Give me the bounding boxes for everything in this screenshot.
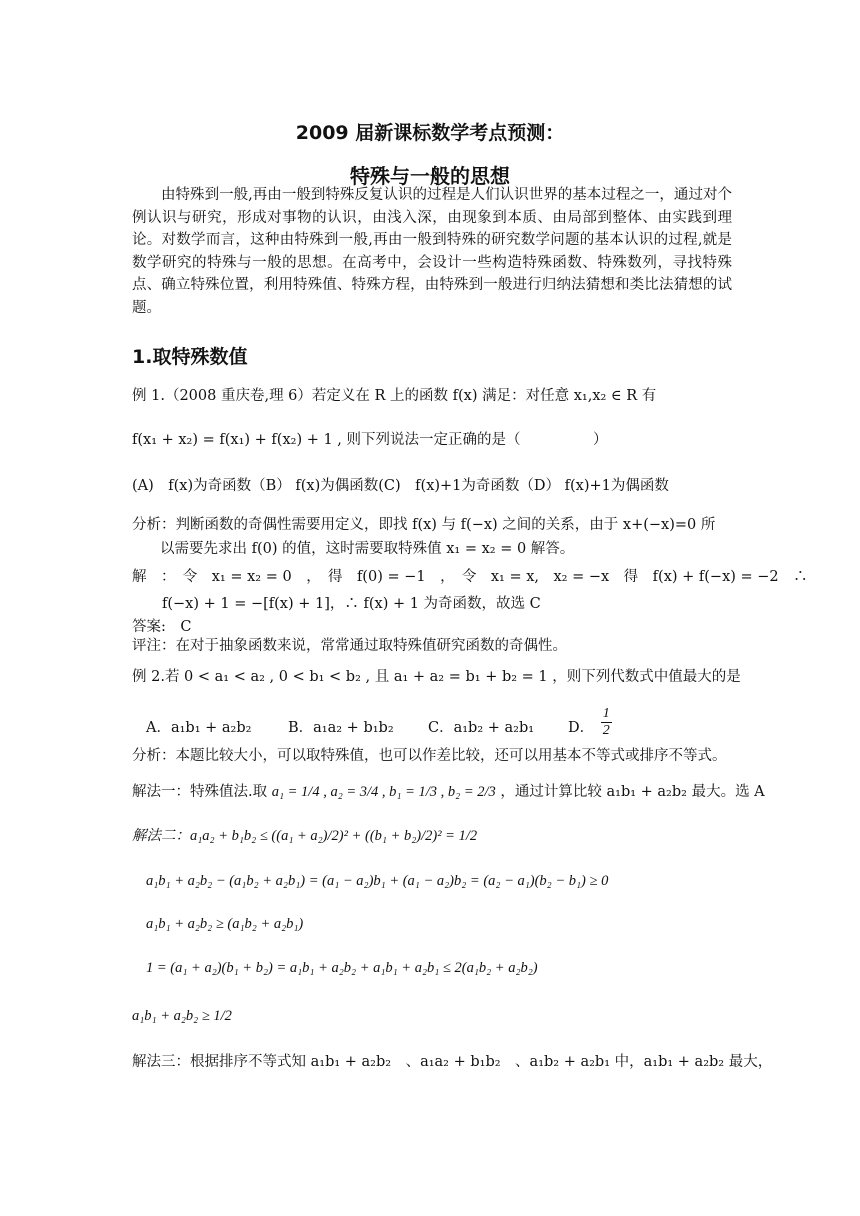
example-1-condition: f(x₁ + x₂) = f(x₁) + f(x₂) + 1 , 则下列说法一定正确的是（ ） bbox=[132, 432, 608, 448]
example-1-solution: 解 ： 令 x₁ = x₂ = 0 ， 得 f(0) = −1 ， 令 x₁ = x, x₂ = −x 得 f(x) + f(−x) = −2 ∴ bbox=[132, 569, 808, 585]
example-2-analysis: 分析：本题比较大小，可以取特殊值，也可以作差比较，还可以用基本不等式或排序不等式。 bbox=[132, 748, 727, 764]
example-2-option-c: C．a₁b₂ + a₂b₁ bbox=[428, 720, 535, 736]
method-1-line bbox=[132, 782, 765, 802]
method-1-values: a₁ = 1/4 , a₂ = 3/4 , b₁ = 1/3 , b₂ = 2/3 bbox=[271, 784, 496, 800]
example-1-answer: 答案: C bbox=[132, 619, 192, 635]
fraction-denominator: 2 bbox=[602, 722, 610, 738]
document-subtitle: 特殊与一般的思想 bbox=[350, 164, 510, 188]
method-2-line-3: a₁b₁ + a₂b₂ ≥ (a₁b₂ + a₂b₁) bbox=[146, 916, 304, 932]
example-1-analysis-cont: 以需要先求出 f(0) 的值，这时需要取特殊值 x₁ = x₂ = 0 解答。 bbox=[160, 541, 575, 557]
example-1-comment: 评注：在对于抽象函数来说，常常通过取特殊值研究函数的奇偶性。 bbox=[132, 638, 567, 654]
example-2-option-a: A．a₁b₁ + a₂b₂ bbox=[146, 720, 252, 736]
method-2-line-4: 1 = (a₁ + a₂)(b₁ + b₂) = a₁b₁ + a₂b₂ + a₁b₁ + a₂b₁ ≤ 2(a₁b₂ + a₂b₂) bbox=[146, 960, 538, 976]
example-1-analysis: 分析：判断函数的奇偶性需要用定义，即找 f(x) 与 f(−x) 之间的关系，由于 x+(−x)=0 所 bbox=[132, 517, 716, 533]
example-2-option-b: B．a₁a₂ + b₁b₂ bbox=[288, 720, 394, 736]
method-1-conclusion: ，通过计算比较 a₁b₁ + a₂b₂ 最大。选 A bbox=[500, 784, 765, 800]
document-title: 2009 届新课标数学考点预测： bbox=[295, 122, 565, 144]
example-2-heading: 例 2.若 0 < a₁ < a₂ , 0 < b₁ < b₂ , 且 a₁ + a₂ = b₁ + b₂ = 1 ，则下列代数式中值最大的是 bbox=[132, 669, 741, 685]
method-2-line-5: a₁b₁ + a₂b₂ ≥ 1/2 bbox=[132, 1008, 232, 1024]
option-d-label: D． bbox=[568, 720, 595, 736]
example-2-option-d bbox=[568, 705, 614, 739]
section-heading: 1.取特殊数值 bbox=[132, 346, 248, 368]
method-3-line: 解法三：根据排序不等式知 a₁b₁ + a₂b₂ 、a₁a₂ + b₁b₂ 、a₁b₂ + a₂b₁ 中，a₁b₁ + a₂b₂ 最大， bbox=[132, 1054, 773, 1070]
example-1-options: (A) f(x)为奇函数（B） f(x)为偶函数(C) f(x)+1为奇函数（D） f(x)+1为偶函数 bbox=[132, 478, 669, 494]
method-1-prefix: 解法一：特殊值法.取 bbox=[132, 784, 268, 800]
intro-paragraph: 由特殊到一般,再由一般到特殊反复认识的过程是人们认识世界的基本过程之一，通过对个例认识与研究，形成对事物的认识，由浅入深，由现象到本质、由局部到整体、由实践到理论。对数学而言，这种由特殊到一般,再由一般到特殊的研究数学问题的基本认识的过程,就是数学研究的特殊与一般的思想。在高考中，会设计一些构造特殊函数、特殊数列，寻找特殊点、确立特殊位置，利用特殊值、特殊方程，由特殊到一般进行归纳法猜想和类比法猜想的试题。 bbox=[132, 187, 732, 316]
example-1-solution-cont: f(−x) + 1 = −[f(x) + 1]，∴ f(x) + 1 为奇函数，故选 C bbox=[162, 596, 541, 612]
example-1-heading: 例 1.（2008 重庆卷,理 6）若定义在 R 上的函数 f(x) 满足：对任意 x₁,x₂ ∈ R 有 bbox=[132, 388, 657, 404]
method-2-line-2: a₁b₁ + a₂b₂ − (a₁b₂ + a₂b₁) = (a₁ − a₂)b₁ + (a₁ − a₂)b₂ = (a₂ − a₁)(b₂ − b₁) ≥ 0 bbox=[146, 873, 609, 889]
one-half-fraction bbox=[601, 706, 612, 739]
fraction-numerator: 1 bbox=[602, 705, 610, 721]
method-2-line-1: 解法二：a₁a₂ + b₁b₂ ≤ ((a₁ + a₂)/2)² + ((b₁ + b₂)/2)² = 1/2 bbox=[132, 828, 478, 844]
